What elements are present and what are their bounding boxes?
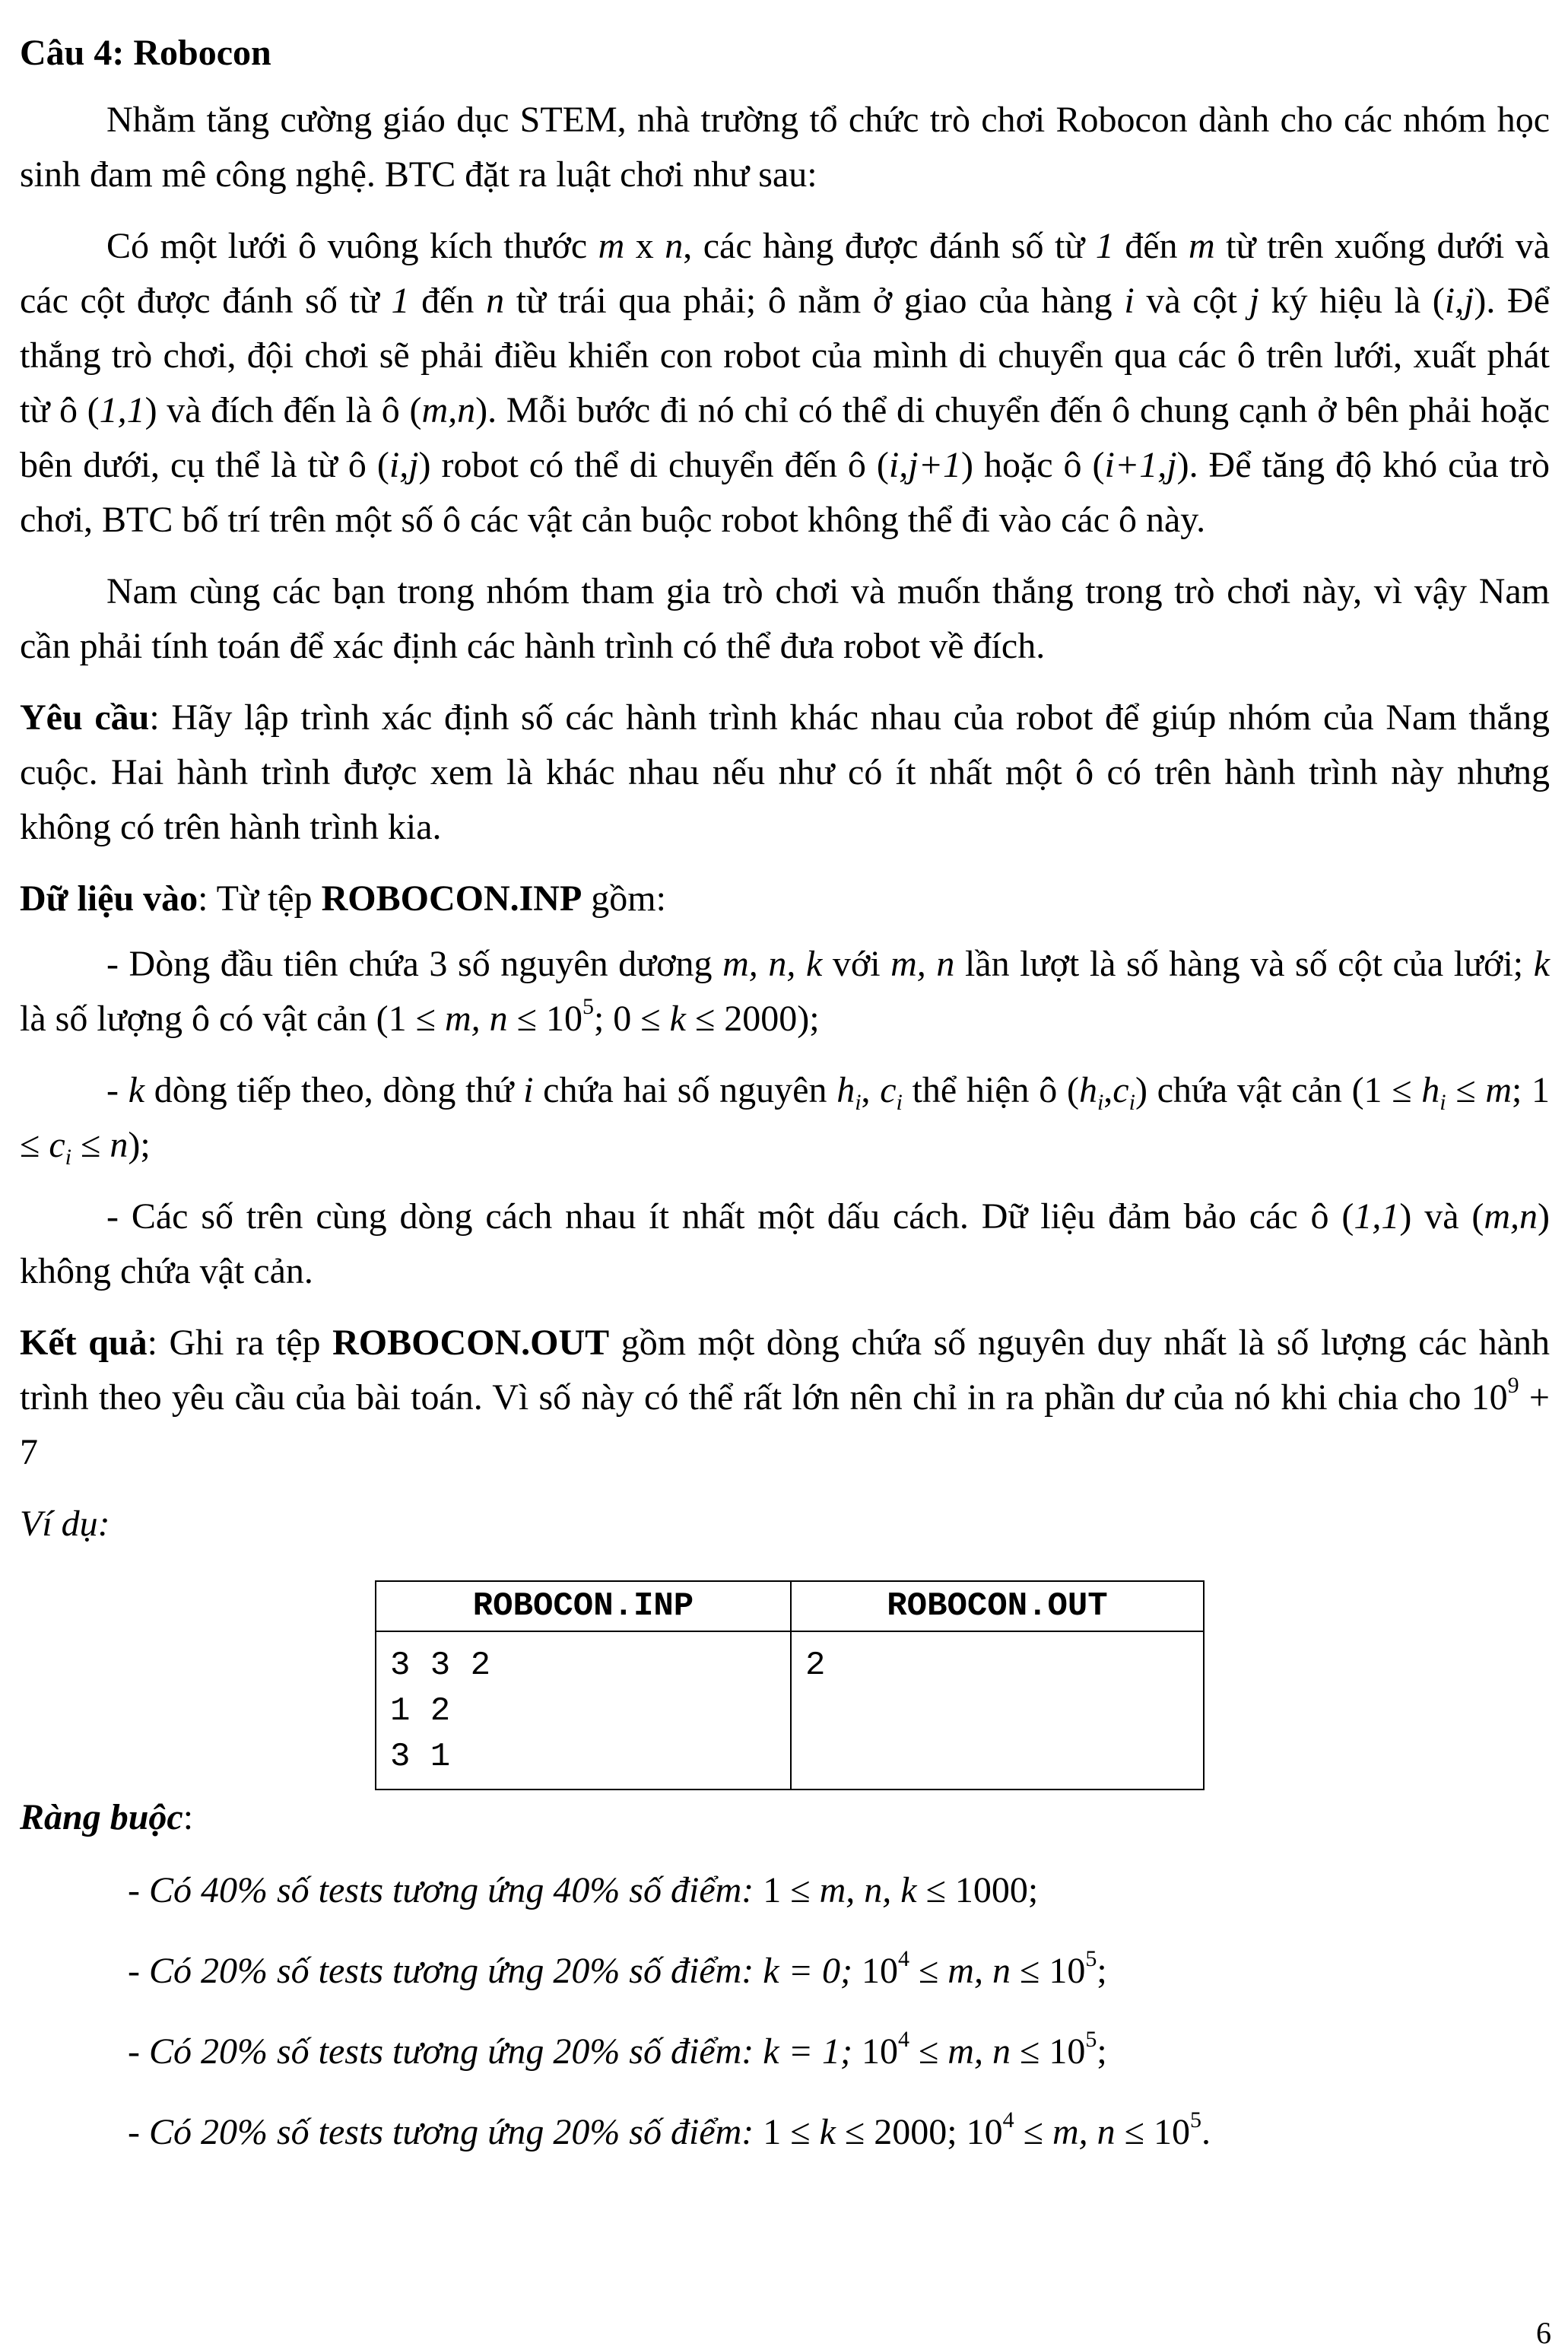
input-line-2: - k dòng tiếp theo, dòng thứ i chứa hai số nguyên $h_i$, $c_i$ thể hiện ô $(h_i,c_i)$ chứa vật cản ($1 \le h_i \le m$; $1 \le c_i \le n$); (20, 1070, 1551, 1170)
output-file-header: ROBOCON.OUT (791, 1581, 1204, 1631)
intro-paragraph: Nhằm tăng cường giáo dục STEM, nhà trường tổ chức trò chơi Robocon dành cho các nhóm học sinh đam mê công nghệ. BTC đặt ra luật chơi như sau: (20, 100, 1550, 195)
constraint-3: - Có 20% số tests tương ứng 20% số điểm: k = 1; $10^4 \le m$, $n \le 10^5$; (128, 2027, 1107, 2072)
document-page (20, 26, 1550, 2186)
input-line-1: - Dòng đầu tiên chứa 3 số nguyên dương m, n, k với m, n lần lượt là số hàng và số cột của lưới; k là số lượng ô có vật cản (1 ≤ m, $n \le 10^5$; 0 ≤ k ≤ 2000); (20, 944, 1551, 1039)
requirement-section: Yêu cầu: Hãy lập trình xác định số các hành trình khác nhau của robot để giúp nhóm của Nam thắng cuộc. Hai hành trình được xem là khác nhau nếu như có ít nhất một ô có trên hành trình này nhưng không có trên hành trình kia. (20, 697, 1550, 847)
input-file-header: ROBOCON.INP (376, 1581, 791, 1631)
page-number-fragment: 6 (1536, 2316, 1551, 2350)
problem-title: Câu 4: Robocon (20, 33, 271, 73)
constraint-2: - Có 20% số tests tương ứng 20% số điểm: k = 0; $10^4 \le m$, $n \le 10^5$; (128, 1946, 1107, 1991)
example-label: Ví dụ: (20, 1504, 110, 1544)
example-input-line: 3 1 (390, 1738, 451, 1776)
story-paragraph: Nam cùng các bạn trong nhóm tham gia trò chơi và muốn thắng trong trò chơi này, vì vậy Nam cần phải tính toán để xác định các hành trình có thể đưa robot về đích. (20, 571, 1550, 666)
constraint-1: - Có 40% số tests tương ứng 40% số điểm: 1 ≤ m, n, k ≤ 1000; (128, 1870, 1039, 1910)
example-table-header-row (376, 1581, 1204, 1631)
example-output-cell (791, 1631, 1204, 1789)
example-input-cell (376, 1631, 791, 1789)
constraints-heading: Ràng buộc: (20, 1797, 194, 1837)
example-table-data-row (376, 1631, 1204, 1789)
output-label: Kết quả (20, 1323, 148, 1363)
constraint-4: - Có 20% số tests tương ứng 20% số điểm: 1 ≤ k ≤ 2000; $10^4 \le m$, $n \le 10^5$. (128, 2107, 1211, 2152)
output-section: Kết quả: Ghi ra tệp ROBOCON.OUT gồm một dòng chứa số nguyên duy nhất là số lượng các hành trình theo yêu cầu của bài toán. Vì số này có thể rất lớn nên chỉ in ra phần dư của nó khi chia cho $10^9 + 7$ (20, 1323, 1551, 1472)
example-table (375, 1580, 1205, 1790)
example-input-line: 3 3 2 (390, 1647, 491, 1685)
rules-paragraph: Có một lưới ô vuông kích thước m x n, các hàng được đánh số từ 1 đến m từ trên xuống dưới và các cột được đánh số từ 1 đến n từ trái qua phải; ô nằm ở giao của hàng i và cột j ký hiệu là (i,j). Để thắng trò chơi, đội chơi sẽ phải điều khiển con robot của mình di chuyển qua các ô trên lưới, xuất phát từ ô (1,1) và đích đến là ô (m,n). Mỗi bước đi nó chỉ có thể di chuyển đến ô chung cạnh ở bên phải hoặc bên dưới, cụ thể là từ ô (i,j) robot có thể di chuyển đến ô (i,j+1) hoặc ô (i+1,j). Để tăng độ khó của trò chơi, BTC bố trí trên một số ô các vật cản buộc robot không thể đi vào các ô này. (20, 226, 1551, 540)
example-output-line: 2 (805, 1647, 826, 1685)
input-section-heading: Dữ liệu vào: Từ tệp ROBOCON.INP gồm: (20, 878, 666, 919)
input-label: Dữ liệu vào (20, 878, 198, 919)
requirement-label: Yêu cầu (20, 697, 150, 738)
output-filename: ROBOCON.OUT (332, 1323, 610, 1363)
input-line-3: - Các số trên cùng dòng cách nhau ít nhất một dấu cách. Dữ liệu đảm bảo các ô (1,1) và (m,n) không chứa vật cản. (20, 1196, 1550, 1291)
input-filename: ROBOCON.INP (321, 878, 582, 919)
example-input-line: 1 2 (390, 1692, 451, 1730)
